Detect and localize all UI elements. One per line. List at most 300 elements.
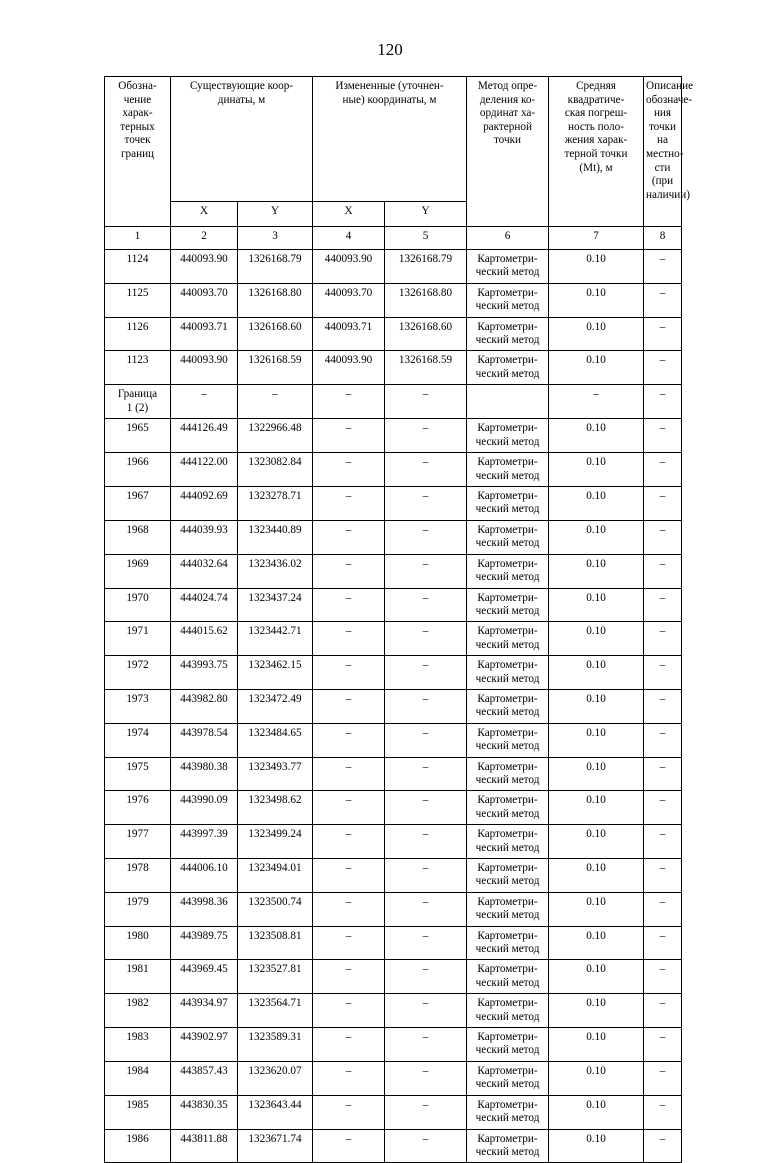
column-number: 3: [238, 227, 313, 250]
table-row: [105, 520, 682, 554]
table-row: [105, 487, 682, 521]
changed-x-cell: –: [313, 419, 385, 453]
point-designation-cell: 1979: [105, 892, 171, 926]
method-line: ческий метод: [475, 1078, 540, 1091]
existing-x-cell: 440093.90: [171, 250, 238, 284]
mean-square-error-cell: 0.10: [549, 994, 644, 1028]
changed-x-cell: –: [313, 1129, 385, 1163]
mean-square-error-cell: 0.10: [549, 351, 644, 385]
method-line: Картометри-: [477, 1098, 538, 1111]
method-cell: [467, 283, 549, 317]
method-line: Картометри-: [477, 456, 538, 469]
table-row: [105, 283, 682, 317]
table-row: [105, 926, 682, 960]
point-designation-cell: 1976: [105, 791, 171, 825]
table-row: [105, 656, 682, 690]
header-line: точек: [124, 134, 151, 147]
description-cell: –: [644, 960, 682, 994]
changed-x-cell: –: [313, 554, 385, 588]
mean-square-error-cell: 0.10: [549, 317, 644, 351]
method-line: Картометри-: [477, 557, 538, 570]
method-line: ческий метод: [475, 571, 540, 584]
method-line: ческий метод: [475, 435, 540, 448]
point-designation-cell: 1123: [105, 351, 171, 385]
method-cell: [467, 1061, 549, 1095]
changed-y-cell: –: [385, 825, 467, 859]
table-row: [105, 1028, 682, 1062]
table-row: [105, 1095, 682, 1129]
method-line: ческий метод: [475, 1010, 540, 1023]
point-designation-cell: 1984: [105, 1061, 171, 1095]
existing-y-cell: 1323589.31: [238, 1028, 313, 1062]
method-line: ческий метод: [475, 266, 540, 279]
changed-x-cell: –: [313, 994, 385, 1028]
header-line: Метод опре-: [477, 80, 538, 92]
point-designation-cell: 1986: [105, 1129, 171, 1163]
method-line: Картометри-: [477, 760, 538, 773]
table-row: [105, 588, 682, 622]
column-number: 6: [467, 227, 549, 250]
changed-y-cell: –: [385, 689, 467, 723]
description-cell: –: [644, 385, 682, 419]
existing-x-cell: 443934.97: [171, 994, 238, 1028]
existing-y-cell: 1323620.07: [238, 1061, 313, 1095]
point-designation-cell: 1967: [105, 487, 171, 521]
method-line: Картометри-: [477, 320, 538, 333]
description-cell: –: [644, 419, 682, 453]
table-row: [105, 892, 682, 926]
method-cell: [467, 1095, 549, 1129]
existing-y-cell: 1323671.74: [238, 1129, 313, 1163]
changed-y-cell: –: [385, 656, 467, 690]
table-row: [105, 757, 682, 791]
method-cell: [467, 791, 549, 825]
method-cell: [467, 656, 549, 690]
method-cell: [467, 1028, 549, 1062]
header-line: сти (при: [651, 161, 674, 188]
method-line: Картометри-: [477, 828, 538, 841]
method-cell: [467, 1129, 549, 1163]
point-designation-cell: 1972: [105, 656, 171, 690]
existing-x-cell: 440093.71: [171, 317, 238, 351]
mean-square-error-cell: 0.10: [549, 588, 644, 622]
existing-x-cell: 443811.88: [171, 1129, 238, 1163]
header-changed-y: Y: [385, 202, 467, 227]
coordinates-table: [104, 76, 694, 1163]
mean-square-error-cell: 0.10: [549, 926, 644, 960]
changed-y-cell: 1326168.79: [385, 250, 467, 284]
description-cell: –: [644, 317, 682, 351]
method-line: Картометри-: [477, 929, 538, 942]
existing-y-cell: 1323440.89: [238, 520, 313, 554]
method-cell: [467, 554, 549, 588]
existing-y-cell: 1326168.59: [238, 351, 313, 385]
method-line: ческий метод: [475, 807, 540, 820]
existing-x-cell: 444122.00: [171, 453, 238, 487]
method-line: ческий метод: [475, 943, 540, 956]
table-row: [105, 419, 682, 453]
method-cell: [467, 622, 549, 656]
mean-square-error-cell: 0.10: [549, 250, 644, 284]
method-line: ческий метод: [475, 841, 540, 854]
method-line: ческий метод: [475, 638, 540, 651]
changed-x-cell: 440093.71: [313, 317, 385, 351]
mean-square-error-cell: 0.10: [549, 656, 644, 690]
point-designation-cell: 1968: [105, 520, 171, 554]
method-cell: [467, 859, 549, 893]
method-cell: [467, 994, 549, 1028]
column-number: 5: [385, 227, 467, 250]
mean-square-error-cell: 0.10: [549, 689, 644, 723]
method-line: ческий метод: [475, 740, 540, 753]
existing-x-cell: 444039.93: [171, 520, 238, 554]
changed-x-cell: –: [313, 1095, 385, 1129]
method-line: Картометри-: [477, 862, 538, 874]
changed-x-cell: –: [313, 689, 385, 723]
changed-y-cell: –: [385, 385, 467, 419]
changed-y-cell: –: [385, 1095, 467, 1129]
method-cell: [467, 960, 549, 994]
existing-y-cell: 1323508.81: [238, 926, 313, 960]
existing-y-cell: 1323564.71: [238, 994, 313, 1028]
existing-y-cell: 1323472.49: [238, 689, 313, 723]
table-header: [105, 77, 694, 250]
column-number: 8: [644, 227, 682, 250]
existing-x-cell: 443993.75: [171, 656, 238, 690]
header-line: деления ко-: [479, 93, 536, 106]
method-line: ческий метод: [475, 773, 540, 786]
method-line: Картометри-: [477, 692, 538, 705]
mean-square-error-cell: 0.10: [549, 520, 644, 554]
method-line: ческий метод: [475, 503, 540, 516]
existing-y-cell: 1323437.24: [238, 588, 313, 622]
header-mean-square-error: [549, 77, 644, 227]
changed-y-cell: –: [385, 926, 467, 960]
header-existing-coordinates: [171, 77, 313, 202]
method-cell: [467, 250, 549, 284]
header-point-designation: [105, 77, 171, 227]
method-cell: [467, 588, 549, 622]
changed-x-cell: 440093.90: [313, 351, 385, 385]
existing-y-cell: 1323484.65: [238, 723, 313, 757]
method-line: Картометри-: [477, 726, 538, 739]
description-cell: –: [644, 1095, 682, 1129]
changed-y-cell: –: [385, 1061, 467, 1095]
point-designation-cell: 1966: [105, 453, 171, 487]
method-line: Картометри-: [477, 523, 538, 536]
header-line: обозначе-: [646, 93, 693, 106]
description-cell: –: [644, 825, 682, 859]
existing-x-cell: 444015.62: [171, 622, 238, 656]
mean-square-error-cell: 0.10: [549, 622, 644, 656]
section-label-line: Граница: [117, 388, 158, 401]
existing-y-cell: 1322966.48: [238, 419, 313, 453]
mean-square-error-cell: 0.10: [549, 791, 644, 825]
header-line: ординат ха-: [479, 107, 536, 120]
method-line: Картометри-: [477, 1064, 538, 1077]
method-line: Картометри-: [477, 997, 538, 1010]
header-line: ская погреш-: [564, 107, 628, 120]
method-line: Картометри-: [477, 490, 538, 503]
table-row: [105, 1061, 682, 1095]
method-line: ческий метод: [475, 875, 540, 888]
method-cell: [467, 385, 549, 419]
method-line: Картометри-: [477, 591, 538, 604]
changed-x-cell: –: [313, 588, 385, 622]
mean-square-error-cell: 0.10: [549, 487, 644, 521]
description-cell: –: [644, 588, 682, 622]
table-row: [105, 689, 682, 723]
header-line: Измененные (уточнен-: [335, 80, 444, 92]
existing-y-cell: 1323494.01: [238, 859, 313, 893]
changed-x-cell: –: [313, 622, 385, 656]
description-cell: –: [644, 859, 682, 893]
existing-y-cell: 1323527.81: [238, 960, 313, 994]
changed-y-cell: –: [385, 622, 467, 656]
column-number: 4: [313, 227, 385, 250]
existing-x-cell: 444024.74: [171, 588, 238, 622]
description-cell: –: [644, 892, 682, 926]
point-designation-cell: 1969: [105, 554, 171, 588]
method-cell: [467, 520, 549, 554]
existing-x-cell: 443998.36: [171, 892, 238, 926]
header-determination-method: [467, 77, 549, 227]
existing-x-cell: 440093.70: [171, 283, 238, 317]
existing-y-cell: 1323499.24: [238, 825, 313, 859]
changed-x-cell: –: [313, 723, 385, 757]
existing-y-cell: 1323278.71: [238, 487, 313, 521]
changed-y-cell: –: [385, 757, 467, 791]
header-line: чение: [123, 93, 152, 106]
method-line: ческий метод: [475, 1112, 540, 1125]
changed-y-cell: –: [385, 960, 467, 994]
changed-x-cell: –: [313, 892, 385, 926]
header-line: наличии): [646, 188, 690, 201]
mean-square-error-cell: 0.10: [549, 1061, 644, 1095]
changed-y-cell: –: [385, 892, 467, 926]
description-cell: –: [644, 283, 682, 317]
mean-square-error-cell: 0.10: [549, 283, 644, 317]
changed-x-cell: –: [313, 520, 385, 554]
changed-x-cell: –: [313, 1028, 385, 1062]
description-cell: –: [644, 1061, 682, 1095]
table-body: [105, 250, 682, 1163]
existing-x-cell: –: [171, 385, 238, 419]
changed-y-cell: –: [385, 520, 467, 554]
method-line: Картометри-: [477, 895, 538, 908]
changed-y-cell: 1326168.80: [385, 283, 467, 317]
method-cell: [467, 419, 549, 453]
header-line: точки: [493, 134, 522, 147]
mean-square-error-cell: 0.10: [549, 1129, 644, 1163]
header-line: Обозна-: [118, 80, 157, 92]
existing-x-cell: 443997.39: [171, 825, 238, 859]
changed-x-cell: –: [313, 926, 385, 960]
point-designation-cell: 1985: [105, 1095, 171, 1129]
description-cell: –: [644, 791, 682, 825]
method-line: ческий метод: [475, 672, 540, 685]
changed-y-cell: –: [385, 1129, 467, 1163]
method-line: Картометри-: [477, 963, 538, 976]
changed-y-cell: –: [385, 419, 467, 453]
page-number: 120: [377, 40, 403, 59]
changed-y-cell: –: [385, 859, 467, 893]
header-line: рактерной: [483, 120, 532, 133]
point-designation-cell: 1973: [105, 689, 171, 723]
changed-x-cell: 440093.70: [313, 283, 385, 317]
description-cell: –: [644, 1129, 682, 1163]
existing-y-cell: 1326168.60: [238, 317, 313, 351]
changed-y-cell: –: [385, 791, 467, 825]
description-cell: –: [644, 487, 682, 521]
changed-x-cell: –: [313, 385, 385, 419]
description-cell: –: [644, 351, 682, 385]
header-point-description: [644, 77, 694, 227]
existing-x-cell: 443969.45: [171, 960, 238, 994]
changed-y-cell: –: [385, 1028, 467, 1062]
existing-x-cell: 443982.80: [171, 689, 238, 723]
changed-x-cell: –: [313, 656, 385, 690]
existing-x-cell: 443830.35: [171, 1095, 238, 1129]
table-row: [105, 250, 682, 284]
description-cell: –: [644, 656, 682, 690]
mean-square-error-cell: 0.10: [549, 1028, 644, 1062]
method-line: Картометри-: [477, 354, 538, 367]
header-line: динаты, м: [217, 93, 266, 106]
method-cell: [467, 757, 549, 791]
changed-x-cell: –: [313, 825, 385, 859]
changed-y-cell: –: [385, 994, 467, 1028]
method-line: ческий метод: [475, 976, 540, 989]
point-designation-cell: 1980: [105, 926, 171, 960]
point-designation-cell: 1124: [105, 250, 171, 284]
table-row: [105, 385, 682, 419]
changed-y-cell: 1326168.59: [385, 351, 467, 385]
changed-x-cell: 440093.90: [313, 250, 385, 284]
header-line: ния точки: [648, 107, 677, 133]
table-row: [105, 960, 682, 994]
column-number: 2: [171, 227, 238, 250]
existing-y-cell: 1323493.77: [238, 757, 313, 791]
method-cell: [467, 689, 549, 723]
header-existing-x: X: [171, 202, 238, 227]
changed-y-cell: 1326168.60: [385, 317, 467, 351]
table-row: [105, 622, 682, 656]
method-line: Картометри-: [477, 659, 538, 672]
existing-x-cell: 443902.97: [171, 1028, 238, 1062]
method-line: Картометри-: [477, 794, 538, 807]
header-line: Средняя: [576, 80, 616, 92]
existing-y-cell: –: [238, 385, 313, 419]
changed-x-cell: –: [313, 453, 385, 487]
mean-square-error-cell: 0.10: [549, 825, 644, 859]
point-designation-cell: 1126: [105, 317, 171, 351]
table-row: [105, 723, 682, 757]
header-changed-x: X: [313, 202, 385, 227]
point-designation-cell: 1974: [105, 723, 171, 757]
method-cell: [467, 453, 549, 487]
table-row: [105, 554, 682, 588]
table-row: [105, 1129, 682, 1163]
point-designation-cell: 1125: [105, 283, 171, 317]
method-line: ческий метод: [475, 1145, 540, 1158]
header-line: харак-: [122, 107, 153, 120]
method-line: Картометри-: [477, 286, 538, 299]
existing-x-cell: 443990.09: [171, 791, 238, 825]
method-line: Картометри-: [477, 625, 538, 638]
point-designation-cell: 1978: [105, 859, 171, 893]
mean-square-error-cell: 0.10: [549, 960, 644, 994]
table-row: [105, 317, 682, 351]
description-cell: –: [644, 757, 682, 791]
table-row: [105, 825, 682, 859]
changed-y-cell: –: [385, 453, 467, 487]
existing-x-cell: 440093.90: [171, 351, 238, 385]
description-cell: –: [644, 926, 682, 960]
header-line: жения харак-: [564, 134, 628, 147]
description-cell: –: [644, 250, 682, 284]
method-line: ческий метод: [475, 334, 540, 347]
changed-x-cell: –: [313, 960, 385, 994]
point-designation-cell: 1975: [105, 757, 171, 791]
column-number: 7: [549, 227, 644, 250]
header-line: ность поло-: [568, 120, 624, 133]
method-cell: [467, 317, 549, 351]
method-line: ческий метод: [475, 706, 540, 719]
mean-square-error-cell: 0.10: [549, 757, 644, 791]
existing-y-cell: 1323436.02: [238, 554, 313, 588]
header-row-column-numbers: [105, 227, 682, 250]
changed-x-cell: –: [313, 1061, 385, 1095]
existing-y-cell: 1326168.80: [238, 283, 313, 317]
existing-y-cell: 1323500.74: [238, 892, 313, 926]
mean-square-error-cell: 0.10: [549, 453, 644, 487]
header-line: границ: [120, 147, 155, 160]
header-line: на местно-: [646, 134, 684, 160]
header-line: (Mt), м: [579, 161, 613, 174]
existing-x-cell: 443857.43: [171, 1061, 238, 1095]
point-designation-cell: 1983: [105, 1028, 171, 1062]
existing-y-cell: 1323462.15: [238, 656, 313, 690]
method-line: Картометри-: [477, 1132, 538, 1145]
method-line: ческий метод: [475, 367, 540, 380]
changed-x-cell: –: [313, 859, 385, 893]
existing-x-cell: 443989.75: [171, 926, 238, 960]
existing-y-cell: 1323643.44: [238, 1095, 313, 1129]
existing-y-cell: 1326168.79: [238, 250, 313, 284]
method-line: ческий метод: [475, 469, 540, 482]
description-cell: –: [644, 994, 682, 1028]
mean-square-error-cell: –: [549, 385, 644, 419]
method-line: ческий метод: [475, 909, 540, 922]
table-row: [105, 859, 682, 893]
existing-x-cell: 444032.64: [171, 554, 238, 588]
method-cell: [467, 926, 549, 960]
description-cell: –: [644, 1028, 682, 1062]
changed-y-cell: –: [385, 554, 467, 588]
point-designation-cell: 1965: [105, 419, 171, 453]
description-cell: –: [644, 554, 682, 588]
header-line: ные) координаты, м: [342, 93, 437, 106]
description-cell: –: [644, 689, 682, 723]
existing-y-cell: 1323442.71: [238, 622, 313, 656]
header-row-titles: [105, 77, 682, 202]
existing-x-cell: 443980.38: [171, 757, 238, 791]
mean-square-error-cell: 0.10: [549, 723, 644, 757]
header-line: квадратиче-: [567, 93, 625, 106]
description-cell: –: [644, 453, 682, 487]
table-row: [105, 791, 682, 825]
